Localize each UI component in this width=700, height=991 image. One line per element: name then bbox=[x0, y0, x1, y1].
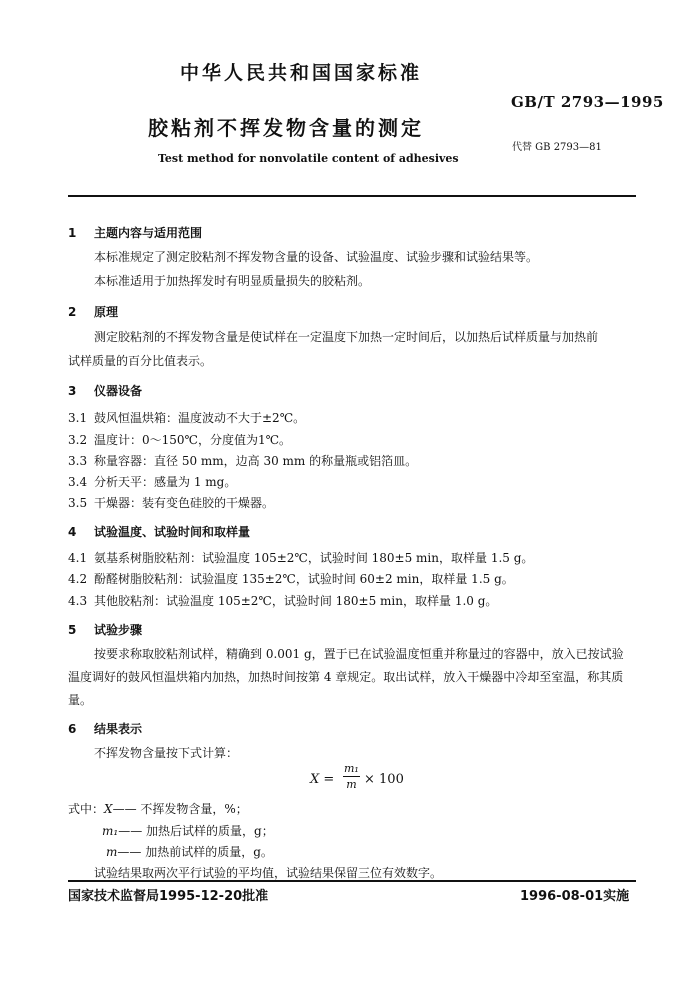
where-desc: —— 加热后试样的质量，g； bbox=[118, 824, 274, 838]
formula-fraction bbox=[343, 762, 360, 791]
item-number: 4.3 bbox=[68, 594, 88, 608]
section-1-para-2: 本标准适用于加热挥发时有明显质量损失的胶粘剂。 bbox=[94, 274, 371, 288]
where-desc: —— 不挥发物含量，%； bbox=[112, 802, 248, 816]
formula-lhs: X = bbox=[310, 772, 335, 787]
issuing-org: 中华人民共和国国家标准 bbox=[180, 62, 423, 84]
where-symbol: X bbox=[104, 802, 113, 816]
where-desc: —— 加热前试样的质量，g。 bbox=[117, 845, 273, 859]
formula bbox=[310, 762, 420, 796]
title-cn: 胶粘剂不挥发物含量的测定 bbox=[148, 116, 424, 140]
header-rule bbox=[68, 195, 636, 197]
section-2-line-1: 测定胶粘剂的不挥发物含量是使试样在一定温度下加热一定时间后，以加热后试样质量与加热前 bbox=[94, 330, 599, 344]
item-number: 4.1 bbox=[68, 551, 88, 565]
where-prefix: 式中： bbox=[68, 802, 105, 816]
item-number: 3.3 bbox=[68, 454, 88, 468]
section-5-line-2: 温度调好的鼓风恒温烘箱内加热，加热时间按第 4 章规定。取出试样，放入干燥器中冷却至室温，称其质 bbox=[68, 670, 624, 684]
where-symbol: m bbox=[106, 845, 118, 859]
section-number: 4 bbox=[68, 525, 77, 539]
item-number: 3.1 bbox=[68, 411, 88, 425]
section-number: 5 bbox=[68, 623, 77, 637]
title-en: Test method for nonvolatile content of adhesives bbox=[158, 152, 459, 165]
formula-denominator: m bbox=[346, 778, 357, 791]
section-title: 原理 bbox=[94, 305, 119, 319]
item-text: 鼓风恒温烘箱：温度波动不大于±2℃。 bbox=[94, 411, 306, 425]
item-text: 称量容器：直径 50 mm，边高 30 mm 的称量瓶或铝箔皿。 bbox=[94, 454, 418, 468]
section-1-para-1: 本标准规定了测定胶粘剂不挥发物含量的设备、试验温度、试验步骤和试验结果等。 bbox=[94, 250, 539, 264]
formula-numerator: m₁ bbox=[344, 762, 359, 775]
section-5-line-3: 量。 bbox=[68, 693, 93, 707]
where-label bbox=[68, 800, 248, 817]
item-number: 3.4 bbox=[68, 475, 88, 489]
item-3-3 bbox=[68, 452, 417, 469]
section-number: 3 bbox=[68, 384, 77, 398]
section-5-line-1: 按要求称取胶粘剂试样，精确到 0.001 g，置于已在试验温度恒重并称量过的容器中，放入已按试验 bbox=[94, 647, 624, 661]
implementation-date: 1996-08-01实施 bbox=[520, 889, 630, 904]
item-text: 氨基系树脂胶粘剂：试验温度 105±2℃，试验时间 180±5 min，取样量 1.5 g。 bbox=[94, 551, 534, 565]
item-3-2 bbox=[68, 431, 291, 448]
section-number: 1 bbox=[68, 226, 77, 240]
section-title: 主题内容与适用范围 bbox=[94, 226, 203, 240]
item-number: 3.2 bbox=[68, 433, 88, 447]
section-title: 试验步骤 bbox=[94, 623, 143, 637]
section-number: 6 bbox=[68, 722, 77, 736]
item-number: 4.2 bbox=[68, 572, 88, 586]
section-4-heading bbox=[68, 523, 250, 540]
formula-intro: 不挥发物含量按下式计算： bbox=[94, 746, 239, 760]
section-6-heading bbox=[68, 720, 142, 737]
item-text: 干燥器：装有变色硅胶的干燥器。 bbox=[94, 496, 275, 510]
footer-rule bbox=[68, 880, 636, 882]
item-4-1 bbox=[68, 549, 533, 566]
where-symbol: m₁ bbox=[102, 824, 119, 838]
section-title: 结果表示 bbox=[94, 722, 143, 736]
section-3-heading bbox=[68, 382, 142, 399]
item-3-5 bbox=[68, 494, 274, 511]
item-4-3 bbox=[68, 592, 497, 609]
section-title: 仪器设备 bbox=[94, 384, 143, 398]
replaces-note: 代替 GB 2793—81 bbox=[512, 142, 602, 153]
formula-rhs: × 100 bbox=[364, 772, 404, 787]
result-note: 试验结果取两次平行试验的平均值，试验结果保留三位有效数字。 bbox=[94, 866, 443, 880]
section-5-heading bbox=[68, 621, 142, 638]
section-number: 2 bbox=[68, 305, 77, 319]
item-text: 酚醛树脂胶粘剂：试验温度 135±2℃，试验时间 60±2 min，取样量 1.5 g。 bbox=[94, 572, 514, 586]
approval-date: 国家技术监督局1995-12-20批准 bbox=[68, 889, 269, 904]
section-title: 试验温度、试验时间和取样量 bbox=[94, 525, 251, 539]
section-2-heading bbox=[68, 303, 118, 320]
item-text: 分析天平：感量为 1 mg。 bbox=[94, 475, 237, 489]
item-3-4 bbox=[68, 473, 236, 490]
where-item-m1 bbox=[102, 822, 274, 839]
item-3-1 bbox=[68, 409, 305, 426]
section-2-line-2: 试样质量的百分比值表示。 bbox=[68, 354, 213, 368]
item-text: 温度计：0～150℃，分度值为1℃。 bbox=[94, 433, 292, 447]
item-4-2 bbox=[68, 570, 514, 587]
item-text: 其他胶粘剂：试验温度 105±2℃，试验时间 180±5 min，取样量 1.0 g。 bbox=[94, 594, 498, 608]
item-number: 3.5 bbox=[68, 496, 88, 510]
standard-code: GB/T 2793—1995 bbox=[511, 93, 664, 111]
where-item-m bbox=[106, 843, 273, 860]
section-1-heading bbox=[68, 224, 202, 241]
